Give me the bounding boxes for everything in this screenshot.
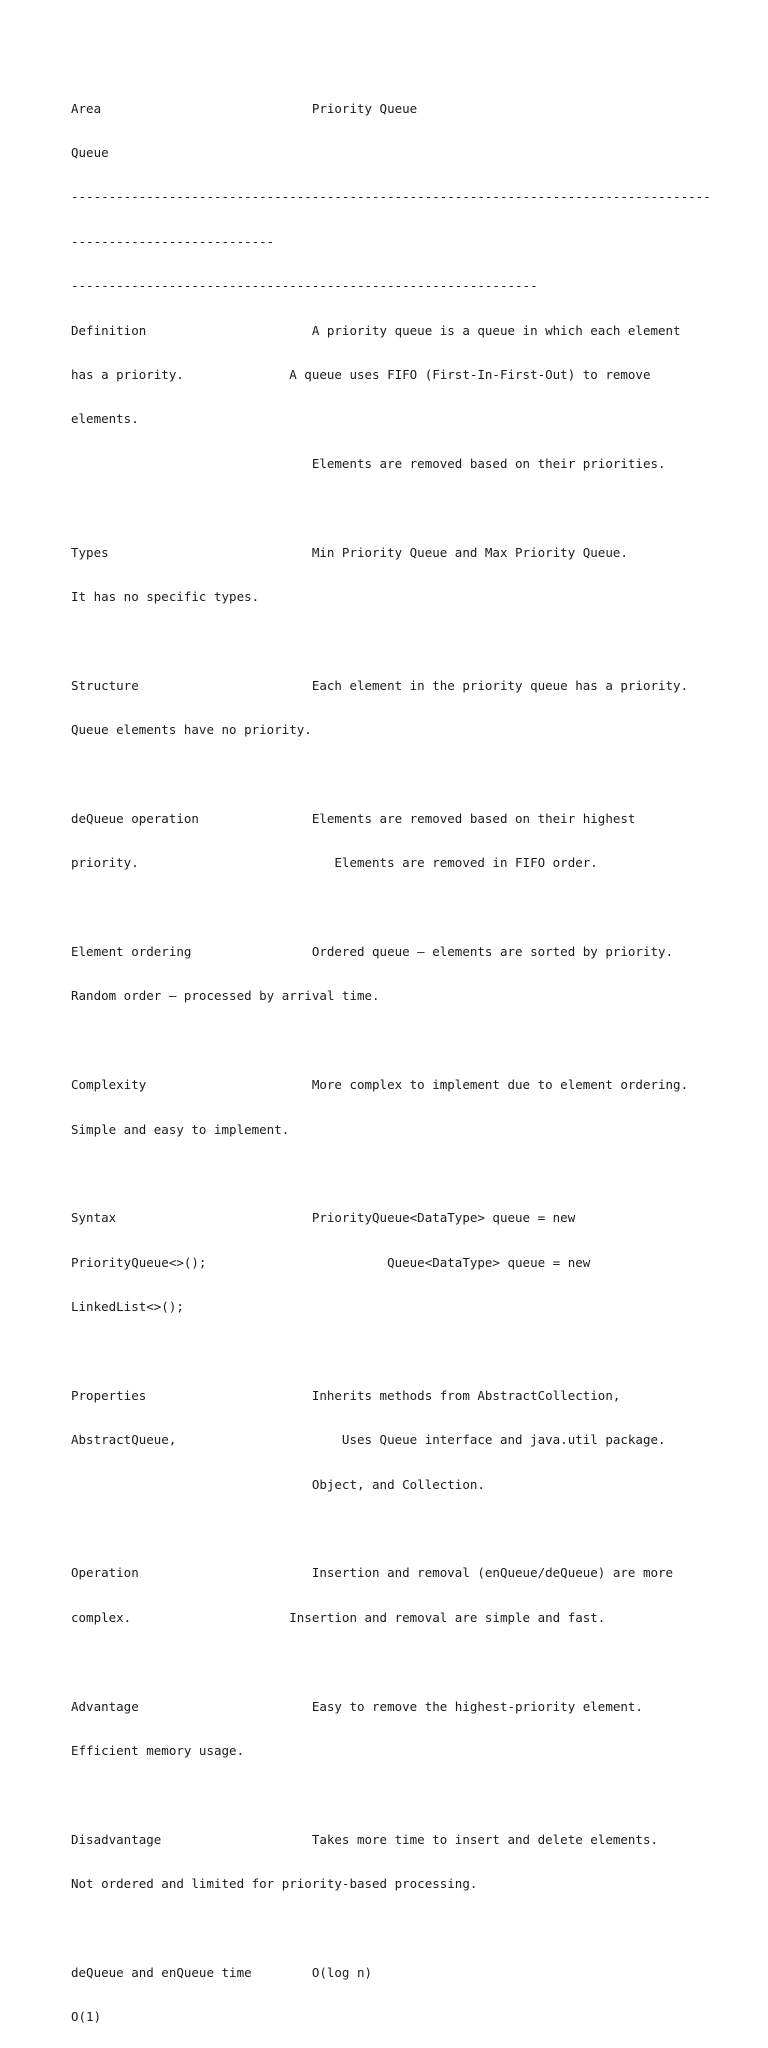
- types-row: Types Min Priority Queue and Max Priority Queue.: [71, 544, 628, 560]
- separator-line: ---------------------------: [71, 233, 275, 249]
- structure-row: Queue elements have no priority.: [71, 722, 312, 738]
- element-ordering-row: Element ordering Ordered queue — elements are sorted by priority.: [71, 944, 674, 960]
- definition-row: Definition A priority queue is a queue in which each element: [71, 322, 681, 338]
- blank-line: [71, 767, 731, 782]
- time-complexity-row: O(1): [71, 2009, 102, 2025]
- comparison-text-block: [71, 72, 731, 2048]
- disadvantage-row: Disadvantage Takes more time to insert and delete elements.: [71, 1831, 658, 1847]
- syntax-row: Syntax PriorityQueue<DataType> queue = new: [71, 1210, 576, 1226]
- blank-line: [71, 501, 731, 516]
- properties-row: Object, and Collection.: [71, 1476, 485, 1492]
- properties-row: AbstractQueue, Uses Queue interface and java.util package.: [71, 1432, 666, 1448]
- operation-row: complex. Insertion and removal are simple and fast.: [71, 1609, 606, 1625]
- advantage-row: Advantage Easy to remove the highest-priority element.: [71, 1698, 643, 1714]
- blank-line: [71, 1167, 731, 1182]
- blank-line: [71, 1922, 731, 1937]
- blank-line: [71, 1788, 731, 1803]
- definition-row: elements.: [71, 411, 139, 427]
- operation-row: Operation Insertion and removal (enQueue/deQueue) are more: [71, 1565, 674, 1581]
- separator-line: --------------------------------------------------------------: [71, 278, 538, 294]
- disadvantage-row: Not ordered and limited for priority-based processing.: [71, 1876, 478, 1892]
- syntax-row: PriorityQueue<>(); Queue<DataType> queue = new: [71, 1254, 591, 1270]
- time-complexity-row: deQueue and enQueue time O(log n): [71, 1965, 373, 1980]
- blank-line: [71, 1034, 731, 1049]
- blank-line: [71, 901, 731, 916]
- blank-line: [71, 1345, 731, 1360]
- header-line: Queue: [71, 144, 109, 160]
- definition-row: has a priority. A queue uses FIFO (First-In-First-Out) to remove: [71, 366, 651, 382]
- complexity-row: Simple and easy to implement.: [71, 1121, 290, 1137]
- complexity-row: Complexity More complex to implement due to element ordering.: [71, 1077, 689, 1093]
- syntax-row: LinkedList<>();: [71, 1299, 184, 1315]
- properties-row: Properties Inherits methods from AbstractCollection,: [71, 1387, 621, 1403]
- advantage-row: Efficient memory usage.: [71, 1743, 245, 1759]
- structure-row: Structure Each element in the priority queue has a priority.: [71, 677, 689, 693]
- header-line: Area Priority Queue: [71, 100, 418, 116]
- blank-line: [71, 1522, 731, 1537]
- dequeue-operation-row: priority. Elements are removed in FIFO order.: [71, 855, 598, 871]
- definition-row: Elements are removed based on their priorities.: [71, 455, 666, 471]
- blank-line: [71, 1655, 731, 1670]
- separator-line: -------------------------------------------------------------------------------------: [71, 189, 711, 205]
- dequeue-operation-row: deQueue operation Elements are removed based on their highest: [71, 810, 636, 826]
- element-ordering-row: Random order — processed by arrival time.: [71, 988, 380, 1004]
- blank-line: [71, 634, 731, 649]
- types-row: It has no specific types.: [71, 588, 260, 604]
